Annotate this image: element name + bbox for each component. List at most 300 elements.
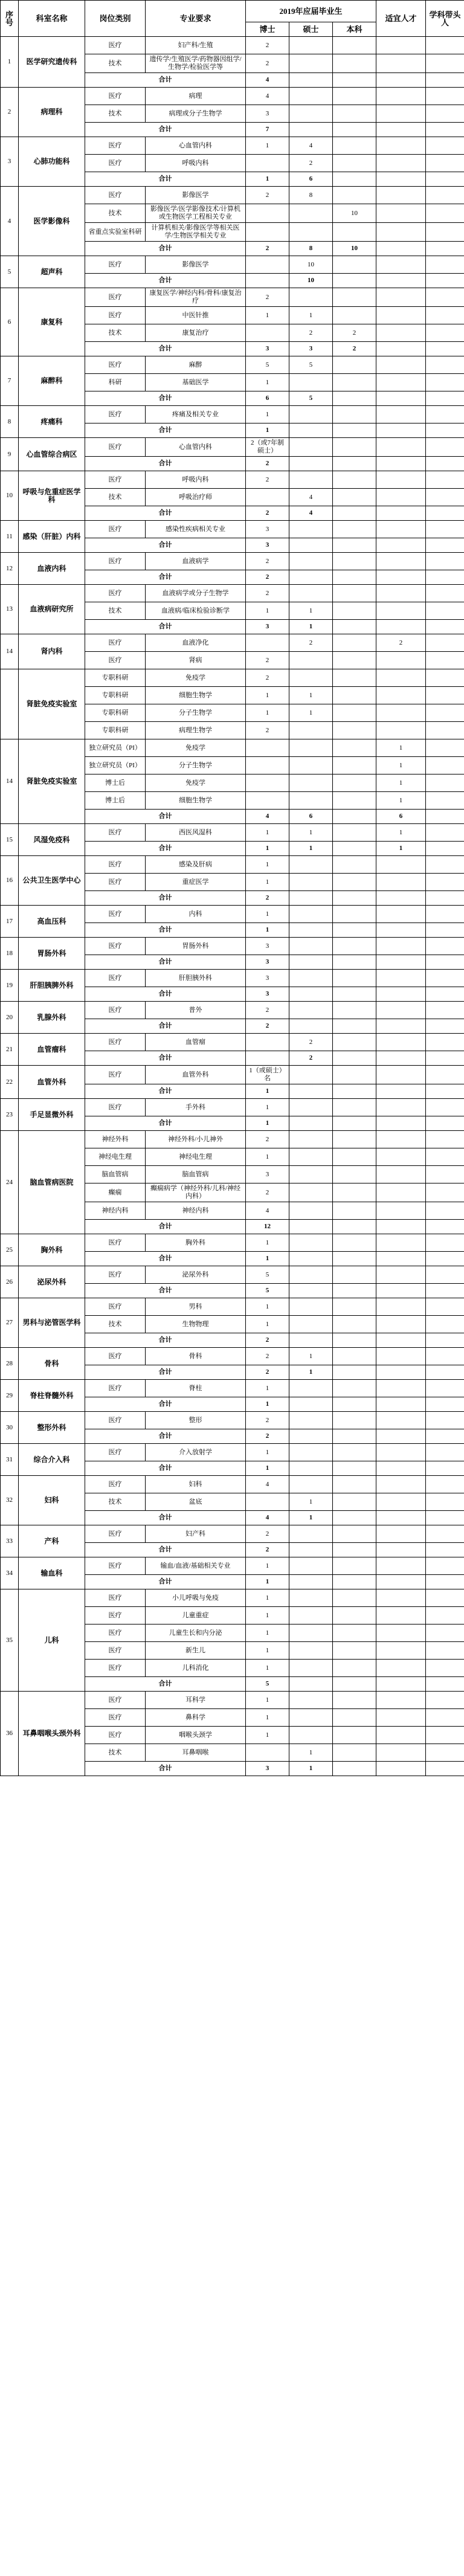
subtotal-label: 合计: [85, 1051, 246, 1066]
bachelor-count-cell: [333, 938, 376, 955]
post-type-cell: 专职科研: [85, 687, 146, 704]
major-cell: 病理或分子生物学: [146, 105, 246, 123]
post-type-cell: 医疗: [85, 1444, 146, 1461]
suitable-count-cell: [376, 1316, 426, 1333]
leader-count-cell: [426, 105, 464, 123]
leader-count-cell: [426, 1234, 464, 1252]
seq-cell: 22: [1, 1066, 19, 1099]
master-count-cell: 10: [289, 256, 333, 274]
subtotal-phd: 6: [246, 391, 289, 406]
suitable-count-cell: [376, 223, 426, 242]
major-cell: 心血管内科: [146, 137, 246, 155]
suitable-count-cell: [376, 602, 426, 620]
suitable-count-cell: [376, 1589, 426, 1607]
subtotal-bachelor: [333, 1116, 376, 1131]
subtotal-label: 合计: [85, 1511, 246, 1525]
leader-count-cell: [426, 687, 464, 704]
suitable-count-cell: [376, 1266, 426, 1284]
subtotal-leader: [426, 1677, 464, 1692]
leader-count-cell: [426, 256, 464, 274]
subtotal-leader: [426, 955, 464, 970]
subtotal-bachelor: [333, 73, 376, 88]
subtotal-master: 6: [289, 172, 333, 187]
dept-name-cell: 脑血管病医院: [19, 1131, 85, 1234]
subtotal-leader: [426, 1116, 464, 1131]
master-count-cell: [289, 1476, 333, 1493]
subtotal-bachelor: [333, 1397, 376, 1412]
leader-count-cell: [426, 970, 464, 987]
phd-count-cell: 2: [246, 1525, 289, 1543]
leader-count-cell: [426, 1266, 464, 1284]
seq-cell: 26: [1, 1266, 19, 1298]
master-count-cell: [289, 406, 333, 423]
leader-count-cell: [426, 37, 464, 54]
post-type-cell: 医疗: [85, 1234, 146, 1252]
subtotal-suitable: [376, 620, 426, 634]
seq-cell: 14: [1, 634, 19, 669]
subtotal-master: 8: [289, 242, 333, 256]
leader-count-cell: [426, 1444, 464, 1461]
table-row: [1, 137, 464, 155]
table-row: [1, 1002, 464, 1019]
master-count-cell: [289, 1002, 333, 1019]
dept-name-cell: 风湿免疫科: [19, 824, 85, 856]
post-type-cell: 医疗: [85, 1066, 146, 1084]
phd-count-cell: [246, 223, 289, 242]
phd-count-cell: 2（或7年制硕士）: [246, 438, 289, 457]
seq-cell: 14: [1, 739, 19, 824]
phd-count-cell: 2: [246, 652, 289, 669]
phd-count-cell: [246, 155, 289, 172]
leader-count-cell: [426, 1148, 464, 1166]
bachelor-count-cell: [333, 1493, 376, 1511]
table-row: [1, 1476, 464, 1493]
major-cell: 手外科: [146, 1099, 246, 1116]
major-cell: 癫痫病学（神经外科/儿科/神经内科）: [146, 1183, 246, 1202]
subtotal-suitable: [376, 1284, 426, 1298]
subtotal-phd: 1: [246, 1116, 289, 1131]
major-cell: 免疫学: [146, 669, 246, 687]
subtotal-bachelor: [333, 810, 376, 824]
suitable-count-cell: [376, 137, 426, 155]
major-cell: 鼻科学: [146, 1709, 246, 1727]
subtotal-label: 合计: [85, 1284, 246, 1298]
subtotal-bachelor: [333, 1429, 376, 1444]
subtotal-label: 合计: [85, 1220, 246, 1234]
subtotal-phd: 1: [246, 1252, 289, 1266]
master-count-cell: [289, 757, 333, 774]
subtotal-leader: [426, 457, 464, 471]
post-type-cell: 技术: [85, 1493, 146, 1511]
subtotal-bachelor: [333, 1365, 376, 1380]
post-type-cell: 医疗: [85, 1348, 146, 1365]
subtotal-suitable: [376, 1116, 426, 1131]
table-row: [1, 37, 464, 54]
leader-count-cell: [426, 1692, 464, 1709]
subtotal-master: [289, 1543, 333, 1557]
table-row: [1, 438, 464, 457]
major-cell: 血液病学: [146, 553, 246, 570]
subtotal-phd: 2: [246, 1365, 289, 1380]
dept-name-cell: 公共卫生医学中心: [19, 856, 85, 906]
major-cell: 细胞生物学: [146, 792, 246, 810]
phd-count-cell: 2: [246, 669, 289, 687]
suitable-count-cell: [376, 105, 426, 123]
subtotal-leader: [426, 1220, 464, 1234]
subtotal-bachelor: 10: [333, 242, 376, 256]
post-type-cell: 医疗: [85, 906, 146, 923]
leader-count-cell: [426, 553, 464, 570]
suitable-count-cell: [376, 1642, 426, 1660]
master-count-cell: [289, 374, 333, 391]
bachelor-count-cell: 10: [333, 204, 376, 223]
subtotal-suitable: [376, 506, 426, 521]
suitable-count-cell: [376, 471, 426, 489]
header-suitable: 适宜人才: [376, 1, 426, 37]
bachelor-count-cell: [333, 223, 376, 242]
subtotal-leader: [426, 891, 464, 906]
subtotal-phd: 1: [246, 1461, 289, 1476]
subtotal-master: [289, 1019, 333, 1034]
subtotal-suitable: [376, 1333, 426, 1348]
master-count-cell: [289, 1298, 333, 1316]
master-count-cell: [289, 652, 333, 669]
suitable-count-cell: [376, 256, 426, 274]
post-type-cell: 独立研究员（PI）: [85, 739, 146, 757]
major-cell: 脊柱: [146, 1380, 246, 1397]
master-count-cell: [289, 1099, 333, 1116]
phd-count-cell: 1: [246, 307, 289, 324]
subtotal-label: 合计: [85, 1677, 246, 1692]
subtotal-suitable: [376, 1762, 426, 1776]
phd-count-cell: 3: [246, 105, 289, 123]
table-row: [1, 634, 464, 652]
master-count-cell: 1: [289, 307, 333, 324]
subtotal-bachelor: [333, 1461, 376, 1476]
master-count-cell: [289, 1557, 333, 1575]
major-cell: 内科: [146, 906, 246, 923]
major-cell: 介入放射学: [146, 1444, 246, 1461]
leader-count-cell: [426, 223, 464, 242]
leader-count-cell: [426, 1066, 464, 1084]
leader-count-cell: [426, 1348, 464, 1365]
major-cell: 生物物理: [146, 1316, 246, 1333]
subtotal-master: [289, 955, 333, 970]
table-row: [1, 187, 464, 204]
master-count-cell: [289, 1444, 333, 1461]
table-row: [1, 1444, 464, 1461]
dept-name-cell: 麻醉科: [19, 356, 85, 406]
master-count-cell: [289, 223, 333, 242]
suitable-count-cell: [376, 1348, 426, 1365]
dept-name-cell: 肝胆胰脾外科: [19, 970, 85, 1002]
master-count-cell: [289, 1316, 333, 1333]
post-type-cell: 医疗: [85, 856, 146, 874]
bachelor-count-cell: [333, 54, 376, 73]
subtotal-leader: [426, 391, 464, 406]
phd-count-cell: 1: [246, 704, 289, 722]
bachelor-count-cell: [333, 374, 376, 391]
subtotal-phd: 4: [246, 73, 289, 88]
subtotal-phd: 1: [246, 423, 289, 438]
subtotal-master: [289, 457, 333, 471]
bachelor-count-cell: [333, 792, 376, 810]
subtotal-master: [289, 570, 333, 585]
suitable-count-cell: [376, 1607, 426, 1624]
major-cell: 血液病学或分子生物学: [146, 585, 246, 602]
subtotal-master: [289, 1461, 333, 1476]
bachelor-count-cell: [333, 1234, 376, 1252]
subtotal-leader: [426, 1051, 464, 1066]
subtotal-phd: 2: [246, 1333, 289, 1348]
suitable-count-cell: [376, 1624, 426, 1642]
bachelor-count-cell: [333, 88, 376, 105]
leader-count-cell: [426, 1298, 464, 1316]
phd-count-cell: 3: [246, 521, 289, 538]
phd-count-cell: 1: [246, 1642, 289, 1660]
suitable-count-cell: [376, 307, 426, 324]
suitable-count-cell: [376, 553, 426, 570]
post-type-cell: 医疗: [85, 1692, 146, 1709]
subtotal-leader: [426, 1511, 464, 1525]
phd-count-cell: [246, 324, 289, 342]
leader-count-cell: [426, 288, 464, 307]
bachelor-count-cell: [333, 1131, 376, 1148]
post-type-cell: 技术: [85, 54, 146, 73]
suitable-count-cell: [376, 1557, 426, 1575]
subtotal-master: 5: [289, 391, 333, 406]
bachelor-count-cell: [333, 634, 376, 652]
subtotal-label: 合计: [85, 423, 246, 438]
subtotal-phd: 1: [246, 923, 289, 938]
master-count-cell: [289, 1642, 333, 1660]
table-row: [1, 288, 464, 307]
suitable-count-cell: [376, 1099, 426, 1116]
subtotal-master: [289, 891, 333, 906]
phd-count-cell: 1: [246, 406, 289, 423]
subtotal-bachelor: 2: [333, 342, 376, 356]
header-dept: 科室名称: [19, 1, 85, 37]
master-count-cell: 1: [289, 602, 333, 620]
subtotal-label: 合计: [85, 891, 246, 906]
phd-count-cell: 2: [246, 288, 289, 307]
subtotal-phd: 2: [246, 457, 289, 471]
master-count-cell: [289, 739, 333, 757]
suitable-count-cell: [376, 1380, 426, 1397]
seq-cell: 20: [1, 1002, 19, 1034]
major-cell: 重症医学: [146, 874, 246, 891]
post-type-cell: 专职科研: [85, 669, 146, 687]
post-type-cell: 医疗: [85, 88, 146, 105]
suitable-count-cell: [376, 1660, 426, 1677]
phd-count-cell: 1: [246, 1709, 289, 1727]
table-row: [1, 471, 464, 489]
subtotal-phd: 2: [246, 242, 289, 256]
subtotal-leader: [426, 172, 464, 187]
subtotal-leader: [426, 620, 464, 634]
subtotal-phd: 5: [246, 1284, 289, 1298]
suitable-count-cell: [376, 1183, 426, 1202]
major-cell: 脑血管病: [146, 1166, 246, 1183]
leader-count-cell: [426, 356, 464, 374]
post-type-cell: 癫痫: [85, 1183, 146, 1202]
post-type-cell: 技术: [85, 324, 146, 342]
subtotal-master: [289, 1575, 333, 1589]
subtotal-suitable: [376, 274, 426, 288]
table-row: [1, 256, 464, 274]
header-major: 专业要求: [146, 1, 246, 37]
suitable-count-cell: [376, 37, 426, 54]
bachelor-count-cell: [333, 521, 376, 538]
post-type-cell: 技术: [85, 204, 146, 223]
leader-count-cell: [426, 1476, 464, 1493]
phd-count-cell: 2: [246, 471, 289, 489]
bachelor-count-cell: [333, 1034, 376, 1051]
dept-name-cell: 耳鼻咽喉头颈外科: [19, 1692, 85, 1776]
phd-count-cell: 1: [246, 1624, 289, 1642]
bachelor-count-cell: [333, 1744, 376, 1762]
subtotal-suitable: [376, 1543, 426, 1557]
seq-cell: 8: [1, 406, 19, 438]
suitable-count-cell: [376, 54, 426, 73]
subtotal-label: 合计: [85, 457, 246, 471]
subtotal-master: 4: [289, 506, 333, 521]
subtotal-suitable: [376, 538, 426, 553]
major-cell: 计算机相关/影像医学等相关医学/生物医学相关专业: [146, 223, 246, 242]
subtotal-leader: [426, 1252, 464, 1266]
subtotal-bachelor: [333, 620, 376, 634]
major-cell: 中医针推: [146, 307, 246, 324]
table-row: [1, 1692, 464, 1709]
subtotal-phd: 1: [246, 1575, 289, 1589]
subtotal-master: [289, 423, 333, 438]
leader-count-cell: [426, 1034, 464, 1051]
suitable-count-cell: [376, 1493, 426, 1511]
post-type-cell: 技术: [85, 1316, 146, 1333]
master-count-cell: [289, 471, 333, 489]
seq-cell: 25: [1, 1234, 19, 1266]
major-cell: 普外: [146, 1002, 246, 1019]
subtotal-suitable: [376, 1051, 426, 1066]
leader-count-cell: [426, 1607, 464, 1624]
suitable-count-cell: [376, 722, 426, 739]
subtotal-phd: 1: [246, 1084, 289, 1099]
subtotal-bachelor: [333, 1252, 376, 1266]
leader-count-cell: [426, 634, 464, 652]
suitable-count-cell: [376, 1066, 426, 1084]
bachelor-count-cell: [333, 1380, 376, 1397]
master-count-cell: [289, 288, 333, 307]
major-cell: 病理生物学: [146, 722, 246, 739]
master-count-cell: [289, 1131, 333, 1148]
leader-count-cell: [426, 757, 464, 774]
suitable-count-cell: [376, 187, 426, 204]
subtotal-label: 合计: [85, 842, 246, 856]
leader-count-cell: [426, 521, 464, 538]
post-type-cell: 医疗: [85, 634, 146, 652]
table-row: [1, 1066, 464, 1084]
post-type-cell: 医疗: [85, 970, 146, 987]
master-count-cell: 2: [289, 155, 333, 172]
seq-cell: 2: [1, 88, 19, 137]
post-type-cell: 博士后: [85, 774, 146, 792]
subtotal-master: [289, 73, 333, 88]
major-cell: 骨科: [146, 1348, 246, 1365]
subtotal-suitable: [376, 73, 426, 88]
master-count-cell: [289, 1709, 333, 1727]
bachelor-count-cell: [333, 687, 376, 704]
subtotal-suitable: [376, 123, 426, 137]
phd-count-cell: [246, 774, 289, 792]
subtotal-suitable: [376, 1575, 426, 1589]
subtotal-bachelor: [333, 1220, 376, 1234]
subtotal-label: 合计: [85, 570, 246, 585]
bachelor-count-cell: [333, 187, 376, 204]
phd-count-cell: 1: [246, 374, 289, 391]
suitable-count-cell: 1: [376, 757, 426, 774]
leader-count-cell: [426, 585, 464, 602]
bachelor-count-cell: [333, 553, 376, 570]
major-cell: 呼吸治疗师: [146, 489, 246, 506]
post-type-cell: 医疗: [85, 1034, 146, 1051]
dept-name-cell: 乳腺外科: [19, 1002, 85, 1034]
major-cell: 影像医学/医学影像技术/计算机或生物医学工程相关专业: [146, 204, 246, 223]
phd-count-cell: 2: [246, 37, 289, 54]
bachelor-count-cell: [333, 1266, 376, 1284]
post-type-cell: 医疗: [85, 1607, 146, 1624]
subtotal-bachelor: [333, 1051, 376, 1066]
subtotal-label: 合计: [85, 123, 246, 137]
subtotal-leader: [426, 810, 464, 824]
suitable-count-cell: [376, 1148, 426, 1166]
suitable-count-cell: [376, 1298, 426, 1316]
post-type-cell: 独立研究员（PI）: [85, 757, 146, 774]
bachelor-count-cell: [333, 37, 376, 54]
phd-count-cell: [246, 1744, 289, 1762]
seq-cell: 19: [1, 970, 19, 1002]
suitable-count-cell: [376, 374, 426, 391]
leader-count-cell: [426, 602, 464, 620]
major-cell: 整形: [146, 1412, 246, 1429]
bachelor-count-cell: [333, 1476, 376, 1493]
major-cell: 西医风湿科: [146, 824, 246, 842]
subtotal-suitable: [376, 1677, 426, 1692]
bachelor-count-cell: [333, 652, 376, 669]
post-type-cell: 医疗: [85, 1642, 146, 1660]
phd-count-cell: 2: [246, 1131, 289, 1148]
master-count-cell: [289, 204, 333, 223]
post-type-cell: 省重点实验室科研: [85, 223, 146, 242]
subtotal-phd: 2: [246, 1543, 289, 1557]
bachelor-count-cell: [333, 1316, 376, 1333]
seq-cell: 3: [1, 137, 19, 187]
post-type-cell: 科研: [85, 374, 146, 391]
leader-count-cell: [426, 54, 464, 73]
leader-count-cell: [426, 1166, 464, 1183]
major-cell: 胸外科: [146, 1234, 246, 1252]
major-cell: 免疫学: [146, 774, 246, 792]
bachelor-count-cell: [333, 824, 376, 842]
bachelor-count-cell: [333, 1166, 376, 1183]
seq-cell: 6: [1, 288, 19, 356]
post-type-cell: 医疗: [85, 652, 146, 669]
major-cell: 康复医学/神经内科/骨科/康复治疗: [146, 288, 246, 307]
phd-count-cell: [246, 489, 289, 506]
subtotal-suitable: [376, 1511, 426, 1525]
subtotal-suitable: [376, 923, 426, 938]
phd-count-cell: 2: [246, 722, 289, 739]
master-count-cell: [289, 1660, 333, 1677]
